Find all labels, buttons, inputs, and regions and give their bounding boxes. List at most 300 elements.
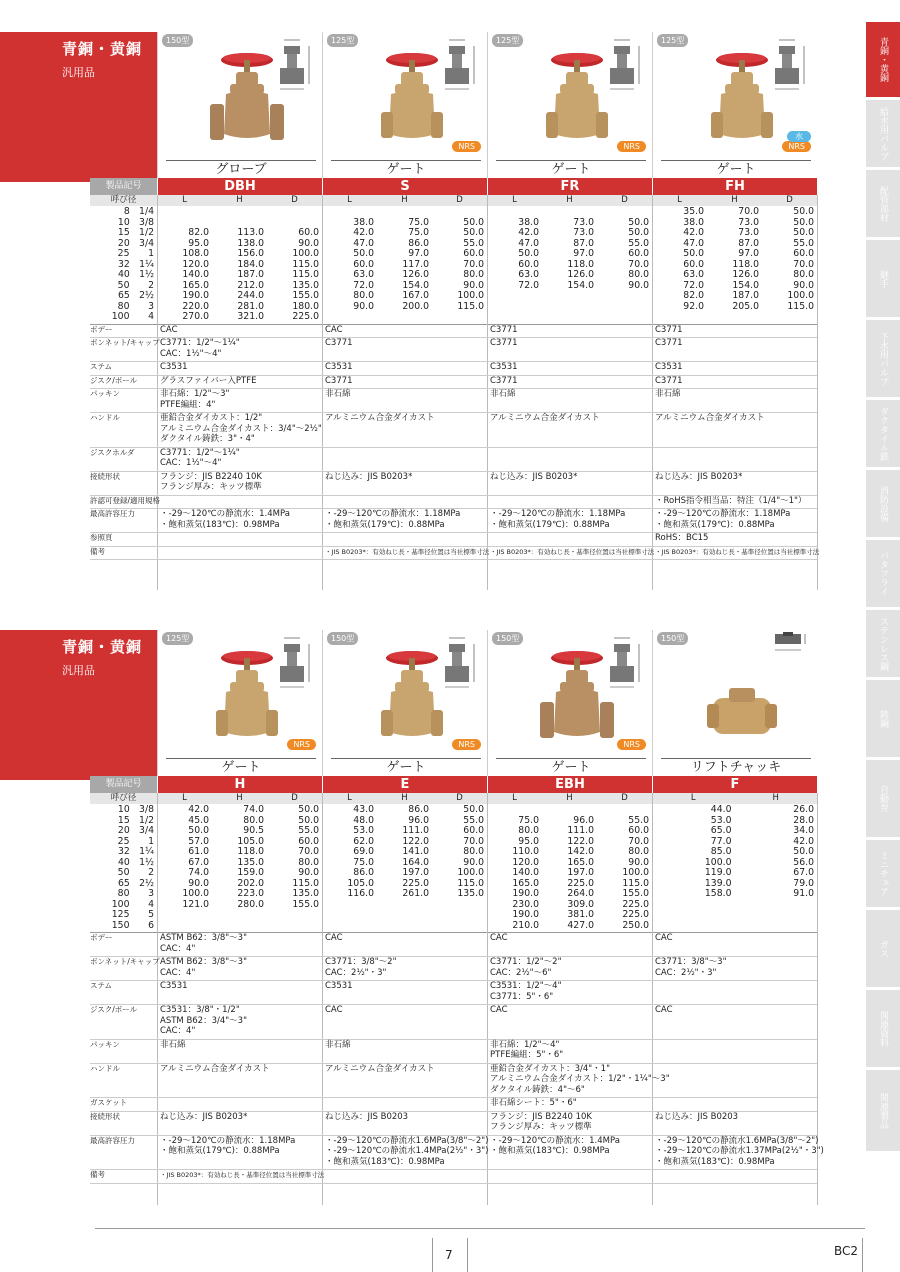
spec-cell: 非石綿：1/2"～3": [160, 389, 230, 399]
data-cell: 50.0: [518, 248, 539, 259]
data-cell: 100.0: [622, 867, 649, 878]
data-cell: 42.0: [353, 227, 374, 238]
spec-cell: ねじ込み：JIS B0203: [325, 1111, 409, 1122]
spec-cell: ・-29～120℃の静流水：1.18MPa: [655, 509, 791, 519]
dim-header: D: [762, 195, 817, 206]
page-number: 7: [445, 1248, 453, 1262]
data-cell: 115.0: [787, 300, 814, 312]
data-cell: 139.0: [704, 877, 732, 889]
section-title: 青銅・黄銅: [62, 638, 143, 656]
class-badge: 150型: [162, 34, 193, 47]
spec-label: 参照頁: [90, 533, 113, 542]
data-cell: 111.0: [567, 825, 594, 836]
spec-cell: C3771: [655, 338, 683, 348]
col-rule: [652, 793, 653, 1205]
data-cell: 72.0: [683, 279, 704, 291]
data-cell: 60.0: [628, 248, 649, 259]
product-name: リフトチャッキ: [661, 758, 811, 776]
spec-cell: ・JIS B0203*：有効ねじ長・基準径位置は当社標準寸法: [490, 547, 655, 556]
data-cell: 85.0: [710, 846, 732, 857]
spec-cell: ダクタイル鋳鉄：3"・4": [160, 434, 255, 444]
data-cell: 155.0: [292, 898, 319, 910]
product-card: [487, 630, 652, 776]
size-cell: 15 1/2: [117, 814, 154, 826]
spec-cell: ねじ込み：JIS B0203*: [490, 471, 578, 482]
sidebar-tab[interactable]: 給水用バルブ: [866, 100, 900, 168]
data-cell: 79.0: [793, 877, 814, 889]
data-cell: 190.0: [512, 888, 539, 899]
footer-rule: [95, 1228, 865, 1229]
data-cell: 74.0: [188, 867, 209, 878]
data-cell: 111.0: [402, 825, 429, 836]
data-cell: 100.0: [292, 248, 319, 259]
size-cell: 40 1½: [117, 856, 154, 868]
size-cell: 80 3: [117, 888, 154, 899]
product-card: [487, 32, 652, 178]
data-cell: 50.0: [793, 846, 814, 857]
data-cell: 165.0: [182, 279, 209, 291]
data-cell: 96.0: [408, 814, 429, 826]
data-cell: 97.0: [408, 248, 429, 259]
data-cell: 225.0: [622, 898, 649, 910]
spec-cell: ASTM B62：3/8"～3": [160, 933, 247, 943]
data-cell: 60.0: [463, 248, 484, 259]
data-cell: 187.0: [237, 269, 264, 280]
spec-cell: ・飽和蒸気(179℃)：0.88MPa: [160, 1146, 280, 1156]
dim-header: D: [267, 195, 322, 206]
data-cell: 155.0: [622, 888, 649, 899]
section-title: 青銅・黄銅: [62, 40, 143, 58]
row-rule: [90, 361, 817, 362]
spec-cell: ・-29～120℃の静流水：1.4MPa: [160, 509, 290, 519]
data-cell: 126.0: [567, 269, 594, 280]
data-cell: 47.0: [353, 237, 374, 249]
sidebar-tab[interactable]: 消防設備: [866, 470, 900, 538]
spec-cell: CAC：4": [160, 943, 196, 954]
spec-cell: 亜鉛合金ダイカスト：3/4"・1": [490, 1063, 610, 1074]
dim-header: L: [487, 793, 542, 804]
size-header: 呼び径: [90, 195, 157, 206]
dimension-diagram: [771, 632, 811, 690]
data-cell: 42.0: [188, 804, 209, 815]
data-cell: 67.0: [188, 856, 209, 868]
data-cell: 60.0: [518, 258, 539, 270]
size-cell: 8 1/4: [123, 206, 154, 217]
data-cell: 80.0: [628, 269, 649, 280]
product-name: グローブ: [166, 160, 316, 178]
data-cell: 108.0: [182, 248, 209, 259]
data-cell: 53.0: [710, 814, 732, 826]
data-cell: 120.0: [182, 258, 209, 270]
spec-cell: ・飽和蒸気(179℃)：0.88MPa: [325, 519, 445, 530]
spec-cell: ・飽和蒸気(183℃)：0.98MPa: [655, 1156, 775, 1167]
spec-cell: C3531：3/8"・1/2": [160, 1005, 240, 1015]
data-cell: 154.0: [402, 279, 429, 291]
spec-cell: アルミニウム合金ダイカスト: [325, 1063, 435, 1074]
data-cell: 60.0: [463, 825, 484, 836]
data-cell: 53.0: [353, 825, 374, 836]
data-cell: 117.0: [402, 258, 429, 270]
spec-cell: アルミニウム合金ダイカスト：3/4"～2½": [160, 423, 322, 434]
size-cell: 100 4: [111, 898, 154, 910]
sidebar-tab[interactable]: バタフライ: [866, 540, 900, 608]
spec-cell: ねじ込み：JIS B0203*: [160, 1111, 248, 1122]
data-cell: 47.0: [518, 237, 539, 249]
product-card: [652, 630, 817, 776]
class-badge: 125型: [327, 34, 358, 47]
data-cell: 70.0: [628, 258, 649, 270]
data-cell: 154.0: [567, 279, 594, 291]
product-code: S: [322, 178, 487, 195]
data-cell: 115.0: [457, 300, 484, 312]
data-cell: 60.0: [298, 227, 319, 238]
spec-cell: ・JIS B0203*：有効ねじ長・基準径位置は当社標準寸法: [655, 547, 820, 556]
spec-label: ハンドル: [90, 413, 120, 422]
data-cell: 225.0: [622, 909, 649, 920]
data-cell: 244.0: [237, 290, 264, 301]
size-cell: 65 2½: [117, 290, 154, 301]
dimension-diagram: [606, 632, 646, 690]
data-cell: 122.0: [567, 835, 594, 847]
data-cell: 165.0: [512, 877, 539, 889]
spec-cell: C3771：1/2"～2": [490, 957, 562, 967]
data-cell: 75.0: [518, 814, 539, 826]
sidebar-tab[interactable]: ガス: [866, 910, 900, 988]
spec-cell: ・飽和蒸気(183℃)：0.98MPa: [160, 519, 280, 530]
spec-cell: C3771: [490, 338, 518, 348]
spec-cell: RoHS：BC15: [655, 533, 709, 543]
data-cell: 250.0: [622, 919, 649, 931]
data-cell: 281.0: [237, 300, 264, 312]
dim-header: H: [542, 793, 597, 804]
dim-header: H: [212, 793, 267, 804]
data-cell: 73.0: [738, 227, 759, 238]
spec-label: ガスケット: [90, 1098, 128, 1107]
sidebar-tab[interactable]: 関連製品: [866, 1070, 900, 1152]
spec-label: 接続形状: [90, 471, 120, 481]
size-cell: 10 3/8: [117, 804, 154, 815]
dim-header: H: [377, 793, 432, 804]
spec-cell: C3771: [325, 338, 353, 348]
spec-cell: C3531: [160, 981, 188, 991]
data-cell: 197.0: [567, 867, 594, 878]
data-cell: 135.0: [292, 888, 319, 899]
data-cell: 159.0: [237, 867, 264, 878]
row-rule: [90, 1097, 817, 1098]
spec-label: ジスク/ボール: [90, 1005, 138, 1014]
section-header: [0, 630, 157, 780]
spec-cell: ・飽和蒸気(179℃)：0.88MPa: [655, 519, 775, 530]
spec-label: ボンネット/キャップ: [90, 338, 160, 347]
sidebar-tab[interactable]: ステンレス鋼: [866, 610, 900, 678]
data-cell: 270.0: [182, 311, 209, 322]
data-cell: 43.0: [353, 804, 374, 815]
nrs-badge: NRS: [452, 739, 481, 750]
spec-cell: アルミニウム合金ダイカスト: [655, 413, 765, 423]
col-rule: [157, 195, 158, 590]
data-cell: 70.0: [463, 835, 484, 847]
data-cell: 225.0: [567, 877, 594, 889]
spec-cell: ・JIS B0203*：有効ねじ長・基準径位置は当社標準寸法: [325, 547, 490, 556]
data-cell: 45.0: [188, 814, 209, 826]
data-cell: 121.0: [182, 898, 209, 910]
data-cell: 164.0: [402, 856, 429, 868]
spec-cell: ・-29～120℃の静流水：1.18MPa: [160, 1135, 296, 1146]
size-cell: 80 3: [117, 300, 154, 312]
spec-cell: C3771: [655, 375, 683, 386]
sidebar-tab[interactable]: 配管部材: [866, 170, 900, 238]
spec-cell: アルミニウム合金ダイカスト: [325, 413, 435, 423]
data-cell: 118.0: [237, 846, 264, 857]
product-card: [652, 32, 817, 178]
sidebar-tab[interactable]: ミニチュア: [866, 840, 900, 908]
spec-label: パッキン: [90, 1039, 120, 1049]
data-cell: 90.0: [463, 279, 484, 291]
page-divider: [432, 1238, 433, 1272]
spec-cell: ・飽和蒸気(179℃)：0.88MPa: [490, 519, 610, 530]
dim-header: L: [322, 793, 377, 804]
data-cell: 55.0: [298, 825, 319, 836]
nrs-badge: NRS: [287, 739, 316, 750]
data-cell: 35.0: [683, 206, 704, 217]
data-cell: 50.0: [463, 216, 484, 228]
data-cell: 97.0: [573, 248, 594, 259]
data-cell: 87.0: [573, 237, 594, 249]
product-name: ゲート: [661, 160, 811, 178]
spec-cell: C3531: [325, 362, 353, 372]
col-rule: [322, 195, 323, 590]
dim-header: L: [487, 195, 542, 206]
class-badge: 150型: [657, 632, 688, 645]
product-card: [157, 630, 322, 776]
data-cell: 69.0: [353, 846, 374, 857]
size-cell: 40 1½: [117, 269, 154, 280]
spec-cell: CAC: [325, 324, 343, 335]
data-cell: 184.0: [237, 258, 264, 270]
data-cell: 126.0: [732, 269, 759, 280]
data-cell: 73.0: [573, 216, 594, 228]
data-cell: 38.0: [353, 216, 374, 228]
data-cell: 118.0: [732, 258, 759, 270]
spec-cell: C3531：1/2"～4": [490, 981, 562, 991]
spec-cell: CAC：1½"～4": [160, 348, 222, 359]
data-cell: 427.0: [567, 919, 594, 931]
data-cell: 264.0: [567, 888, 594, 899]
sidebar-tab[interactable]: 継手: [866, 240, 900, 318]
data-cell: 50.0: [353, 248, 374, 259]
sidebar-tab[interactable]: ダクタイル鉄: [866, 400, 900, 468]
data-cell: 60.0: [298, 835, 319, 847]
data-cell: 119.0: [704, 867, 732, 878]
water-badge: 水: [787, 131, 811, 142]
data-cell: 70.0: [738, 206, 759, 217]
dimension-diagram: [276, 34, 316, 92]
row-rule: [90, 980, 817, 981]
data-cell: 72.0: [353, 279, 374, 291]
sidebar-tab[interactable]: 自動弁: [866, 760, 900, 838]
data-cell: 115.0: [292, 877, 319, 889]
data-cell: 100.0: [182, 888, 209, 899]
data-cell: 38.0: [683, 216, 704, 228]
dimension-diagram: [771, 34, 811, 92]
data-cell: 44.0: [710, 804, 732, 815]
data-cell: 62.0: [353, 835, 374, 847]
spec-cell: CAC：2½"・3": [325, 967, 387, 978]
product-card: [157, 32, 322, 178]
product-name: ゲート: [331, 758, 481, 776]
data-cell: 225.0: [402, 877, 429, 889]
spec-cell: ねじ込み：JIS B0203: [655, 1111, 739, 1122]
spec-cell: フランジ：JIS B2240 10K: [160, 471, 262, 482]
size-cell: 20 3/4: [117, 237, 154, 249]
spec-cell: C3531: [655, 362, 683, 372]
spec-cell: CAC: [655, 1005, 673, 1015]
sidebar-tab[interactable]: 関連資料: [866, 990, 900, 1068]
class-badge: 125型: [492, 34, 523, 47]
data-cell: 135.0: [237, 856, 264, 868]
product-code: E: [322, 776, 487, 793]
spec-cell: CAC：2½"・3": [655, 967, 717, 978]
data-cell: 90.0: [628, 856, 649, 868]
data-cell: 381.0: [567, 909, 594, 920]
spec-cell: ダクタイル鋳鉄：4"～6": [490, 1084, 585, 1095]
size-cell: 100 4: [111, 311, 154, 322]
data-cell: 74.0: [243, 804, 264, 815]
data-cell: 80.0: [463, 846, 484, 857]
data-cell: 60.0: [628, 825, 649, 836]
data-cell: 65.0: [710, 825, 732, 836]
data-cell: 73.0: [738, 216, 759, 228]
size-cell: 32 1¼: [117, 258, 154, 270]
spec-cell: C3771：1/2"～1¼": [160, 338, 240, 348]
data-cell: 73.0: [573, 227, 594, 238]
size-cell: 65 2½: [117, 877, 154, 889]
size-cell: 25 1: [117, 835, 154, 847]
data-cell: 50.0: [628, 216, 649, 228]
dim-header: L: [157, 793, 212, 804]
data-cell: 50.0: [793, 206, 814, 217]
size-cell: 25 1: [117, 248, 154, 259]
data-cell: 70.0: [793, 258, 814, 270]
dim-header: H: [212, 195, 267, 206]
data-cell: 63.0: [683, 269, 704, 280]
data-cell: 141.0: [402, 846, 429, 857]
data-cell: 61.0: [188, 846, 209, 857]
nrs-badge: NRS: [782, 141, 811, 152]
spec-cell: PTFE編組：5"・6": [490, 1050, 564, 1060]
page-divider: [467, 1238, 468, 1272]
data-cell: 135.0: [292, 279, 319, 291]
data-cell: 90.5: [243, 825, 264, 836]
data-cell: 90.0: [298, 237, 319, 249]
nrs-badge: NRS: [452, 141, 481, 152]
data-cell: 60.0: [683, 258, 704, 270]
spec-cell: 非石綿：1/2"～4": [490, 1039, 560, 1050]
spec-cell: C3771: [655, 324, 683, 335]
spec-label: 最高許容圧力: [90, 509, 135, 518]
section-subtitle: 汎用品: [62, 66, 95, 79]
data-cell: 48.0: [353, 814, 374, 826]
spec-cell: ・JIS B0203*：有効ねじ長・基準径位置は当社標準寸法: [160, 1171, 325, 1179]
spec-label: ボデー: [90, 933, 113, 942]
spec-label: ハンドル: [90, 1063, 120, 1073]
spec-label: 備考: [90, 546, 105, 556]
spec-cell: 非石綿: [160, 1039, 186, 1050]
data-cell: 55.0: [793, 237, 814, 249]
spec-cell: ・飽和蒸気(183℃)：0.98MPa: [490, 1146, 610, 1156]
data-cell: 115.0: [292, 269, 319, 280]
data-cell: 55.0: [463, 814, 484, 826]
data-cell: 50.0: [463, 804, 484, 815]
dim-header: D: [597, 195, 652, 206]
dim-header: L: [652, 793, 735, 804]
data-cell: 80.0: [353, 290, 374, 301]
spec-cell: C3771: [490, 375, 518, 386]
product-card: [322, 32, 487, 178]
size-cell: 20 3/4: [117, 825, 154, 836]
dim-header: D: [267, 793, 322, 804]
data-cell: 56.0: [793, 856, 814, 868]
product-name: ゲート: [166, 758, 316, 776]
data-cell: 156.0: [237, 248, 264, 259]
nrs-badge: NRS: [617, 141, 646, 152]
spec-label: ジスクホルダ: [90, 447, 135, 457]
data-cell: 50.0: [628, 227, 649, 238]
data-cell: 60.0: [353, 258, 374, 270]
product-card: [322, 630, 487, 776]
data-cell: 75.0: [408, 216, 429, 228]
col-rule: [652, 195, 653, 590]
product-name: ゲート: [496, 758, 646, 776]
data-cell: 197.0: [402, 867, 429, 878]
sidebar-tab[interactable]: 鋳鋼: [866, 680, 900, 758]
data-cell: 80.0: [793, 269, 814, 280]
data-cell: 167.0: [402, 290, 429, 301]
data-cell: 140.0: [182, 269, 209, 280]
dim-header: L: [322, 195, 377, 206]
data-cell: 105.0: [347, 877, 374, 889]
sidebar-tab[interactable]: 青銅・黄銅: [866, 22, 900, 98]
product-code: FR: [487, 178, 652, 195]
spec-label: ボデー: [90, 324, 113, 334]
spec-cell: ASTM B62：3/4"～3": [160, 1015, 247, 1026]
spec-cell: ・-29～120℃の静流水：1.18MPa: [325, 509, 461, 519]
spec-cell: CAC: [490, 1005, 508, 1015]
col-rule: [487, 195, 488, 590]
row-rule: [90, 324, 817, 325]
data-cell: 100.0: [457, 867, 484, 878]
sidebar-tab[interactable]: 下水用バルブ: [866, 320, 900, 398]
spec-cell: C3771：3/8"～3": [655, 957, 727, 967]
product-name: ゲート: [496, 160, 646, 178]
data-cell: 82.0: [683, 290, 704, 301]
spec-label: 備考: [90, 1170, 105, 1179]
spec-cell: CAC: [160, 324, 178, 335]
data-cell: 135.0: [457, 888, 484, 899]
data-cell: 42.0: [518, 227, 539, 238]
data-cell: 120.0: [512, 856, 539, 868]
data-cell: 80.0: [518, 825, 539, 836]
spec-cell: ・-29～120℃の静流水1.6MPa(3/8"～2"): [325, 1135, 489, 1146]
spec-cell: フランジ：JIS B2240 10K: [490, 1111, 592, 1122]
data-cell: 210.0: [512, 919, 539, 931]
spec-cell: アルミニウム合金ダイカスト: [160, 1063, 270, 1074]
data-cell: 126.0: [402, 269, 429, 280]
spec-cell: フランジ厚み：キッツ標準: [160, 482, 262, 492]
spec-cell: CAC: [655, 933, 673, 943]
spec-label: 許認可登録/適用規格: [90, 495, 161, 505]
data-cell: 50.0: [793, 227, 814, 238]
